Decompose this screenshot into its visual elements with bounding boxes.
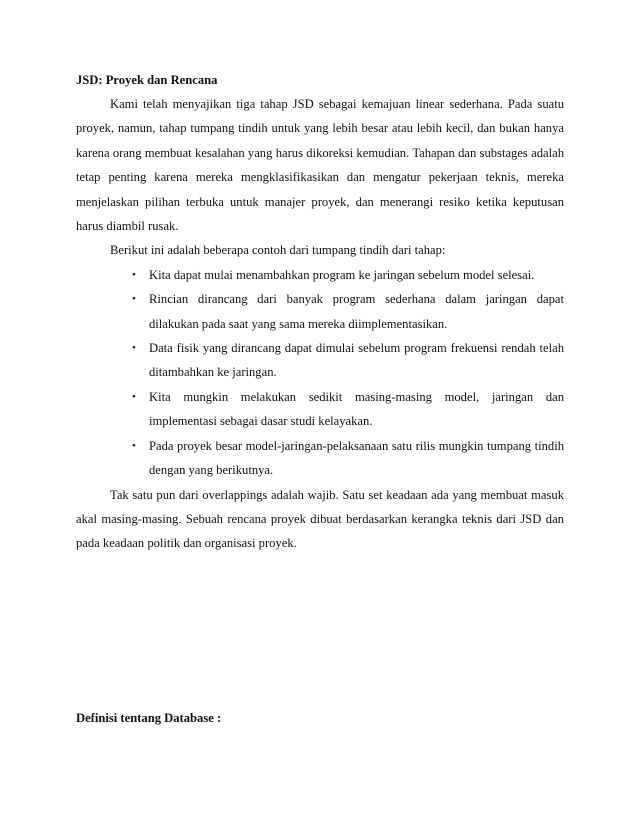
document-body	[76, 68, 564, 556]
list-item	[76, 434, 564, 483]
list-item	[76, 336, 564, 385]
section-title-jsd: JSD: Proyek dan Rencana	[76, 73, 218, 87]
list-item-text: Data fisik yang dirancang dapat dimulai sebelum program frekuensi rendah telah ditambahkan ke jaringan.	[149, 341, 564, 380]
list-item	[76, 287, 564, 336]
list-item-text: Rincian dirancang dari banyak program sederhana dalam jaringan dapat dilakukan pada saat yang sama mereka diimplementasikan.	[149, 292, 564, 331]
bullet-icon: •	[132, 268, 136, 281]
list-item-text: Pada proyek besar model-jaringan-pelaksanaan satu rilis mungkin tumpang tindih dengan yang berikutnya.	[149, 438, 564, 478]
paragraph-overlappings: Tak satu pun dari overlappings adalah wajib. Satu set keadaan ada yang membuat masuk akal masing-masing. Sebuah rencana proyek dibuat berdasarkan kerangka teknis dari JSD dan pada keadaan politik dan organisasi proyek.	[76, 487, 564, 551]
list-item	[76, 385, 564, 434]
list-item-text: Kita dapat mulai menambahkan program ke jaringan sebelum model selesai.	[149, 267, 535, 282]
overlap-examples-list	[76, 263, 564, 483]
list-item-text: Kita mungkin melakukan sedikit masing-masing model, jaringan dan implementasi sebagai dasar studi kelayakan.	[149, 389, 564, 429]
bullet-icon: •	[132, 342, 136, 355]
paragraph-overview: Kami telah menyajikan tiga tahap JSD sebagai kemajuan linear sederhana. Pada suatu proyek, namun, tahap tumpang tindih untuk yang lebih besar atau lebih kecil, dan bukan hanya karena orang membuat kesalahan yang harus dikoreksi kemudian. Tahapan dan substages adalah tetap penting karena mereka mengklasifikasikan dan mengatur pekerjaan teknis, mereka menjelaskan pilihan terbuka untuk manajer proyek, dan menerangi resiko ketika keputusan harus diambil rusak.	[76, 97, 564, 234]
paragraph-intro-examples: Berikut ini adalah beberapa contoh dari tumpang tindih dari tahap:	[110, 243, 446, 258]
list-item	[76, 263, 564, 287]
bullet-icon: •	[132, 293, 136, 306]
section-title-database: Definisi tentang Database :	[76, 711, 222, 725]
bullet-icon: •	[132, 390, 136, 403]
bullet-icon: •	[132, 439, 136, 452]
